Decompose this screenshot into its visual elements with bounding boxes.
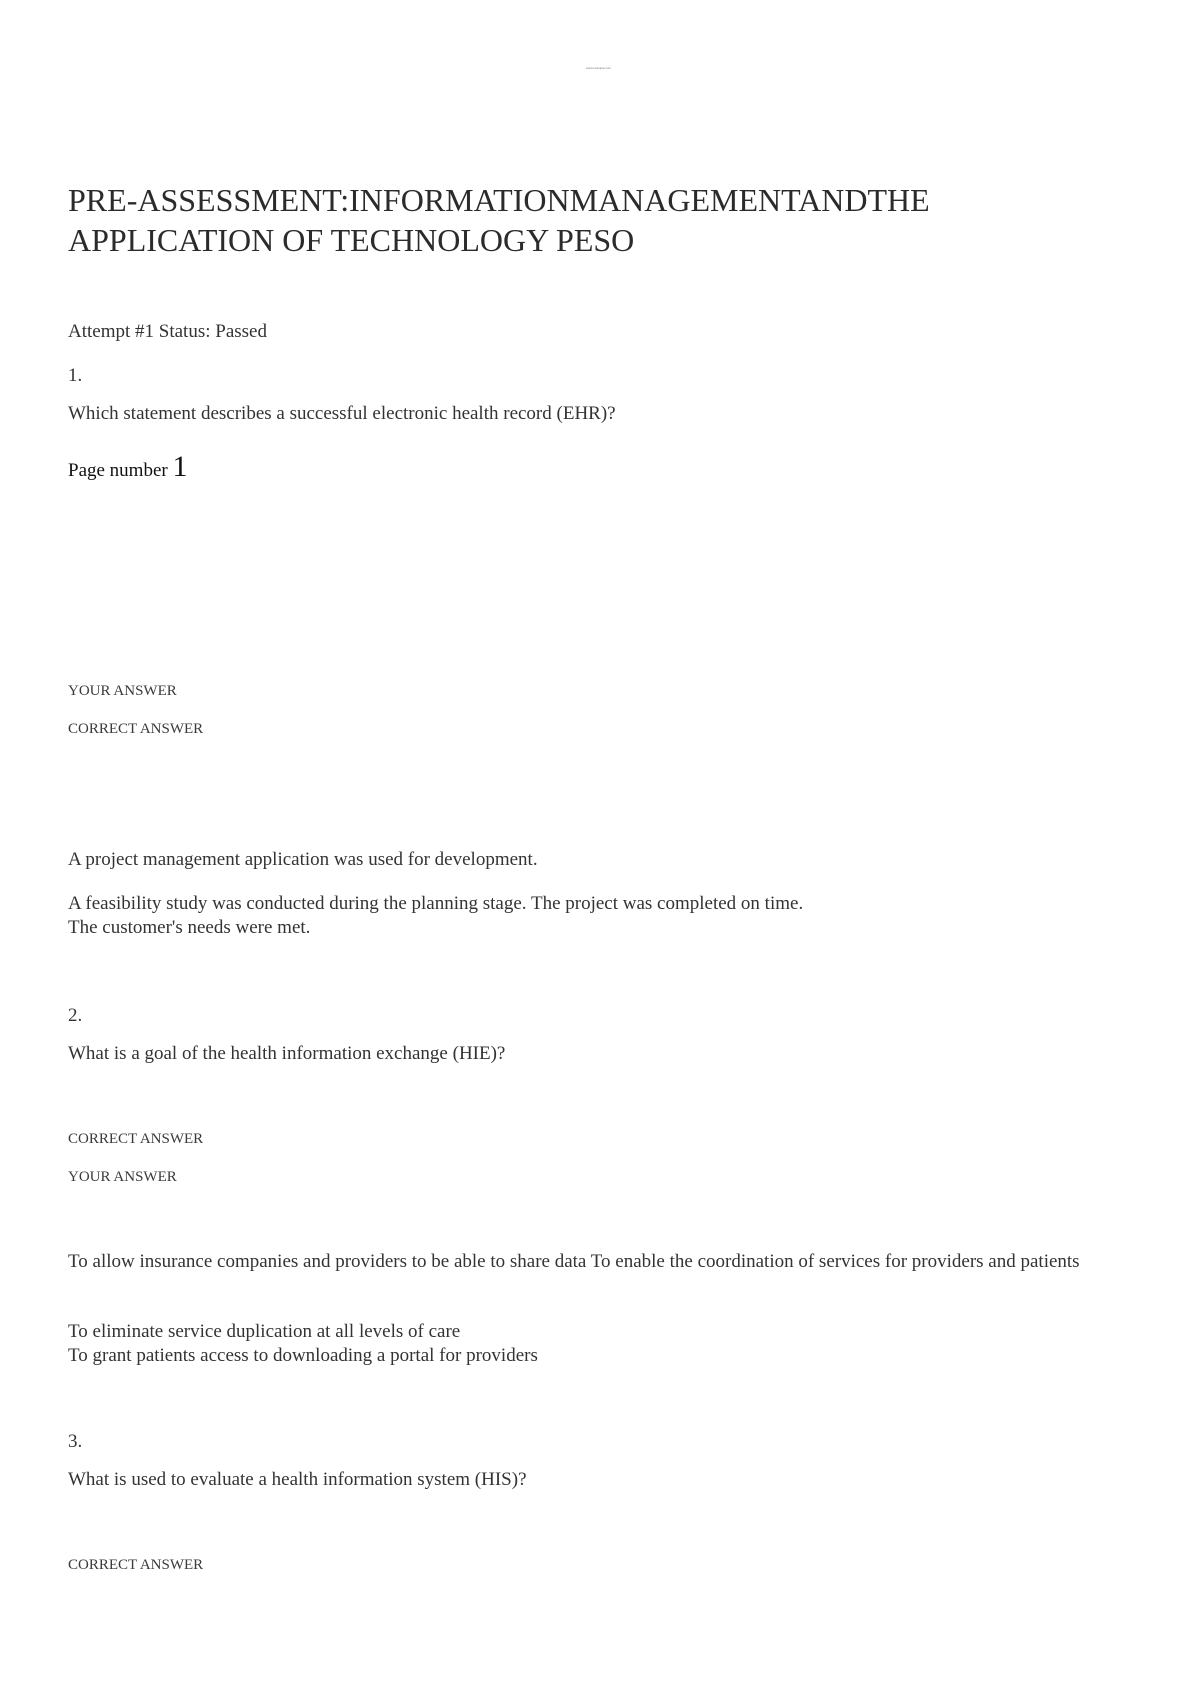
q1-label-correct-answer: CORRECT ANSWER <box>68 721 204 737</box>
title-line-2: APPLICATION OF TECHNOLOGY PESO <box>68 222 635 258</box>
attempt-status: Attempt #1 Status: Passed <box>68 321 267 342</box>
q3-label-correct-answer: CORRECT ANSWER <box>68 1557 204 1573</box>
q1-label-your-answer: YOUR ANSWER <box>68 683 177 699</box>
q2-label-your-answer: YOUR ANSWER <box>68 1169 177 1185</box>
q1-option-2: A feasibility study was conducted during the planning stage. The project was completed on time. <box>68 893 804 914</box>
q1-option-1: A project management application was used for development. <box>68 849 538 870</box>
title-line-1: PRE-ASSESSMENT:INFORMATIONMANAGEMENTANDTHE <box>68 182 930 218</box>
page-number-label: Page number <box>68 460 168 481</box>
q2-option-group <box>68 1320 538 1368</box>
page-number-value: 1 <box>172 450 188 483</box>
question-3-text: What is used to evaluate a health information system (HIS)? <box>68 1469 527 1490</box>
q1-option-3: The customer's needs were met. <box>68 917 311 938</box>
q2-option-2: To eliminate service duplication at all levels of care <box>68 1321 461 1342</box>
q1-option-group <box>68 892 803 940</box>
question-2-text: What is a goal of the health information exchange (HIE)? <box>68 1043 506 1064</box>
question-2-number: 2. <box>68 1005 83 1026</box>
q2-label-correct-answer: CORRECT ANSWER <box>68 1131 204 1147</box>
document-title <box>68 180 930 260</box>
q2-option-3: To grant patients access to downloading a portal for providers <box>68 1345 538 1366</box>
page-number <box>68 450 187 484</box>
q2-option-1: To allow insurance companies and providers to be able to share data To enable the coordination of services for providers and patients <box>68 1251 1080 1272</box>
page-header-url: www.example.com <box>586 66 612 70</box>
question-3-number: 3. <box>68 1431 83 1452</box>
question-1-number: 1. <box>68 365 83 386</box>
question-1-text: Which statement describes a successful electronic health record (EHR)? <box>68 403 616 424</box>
